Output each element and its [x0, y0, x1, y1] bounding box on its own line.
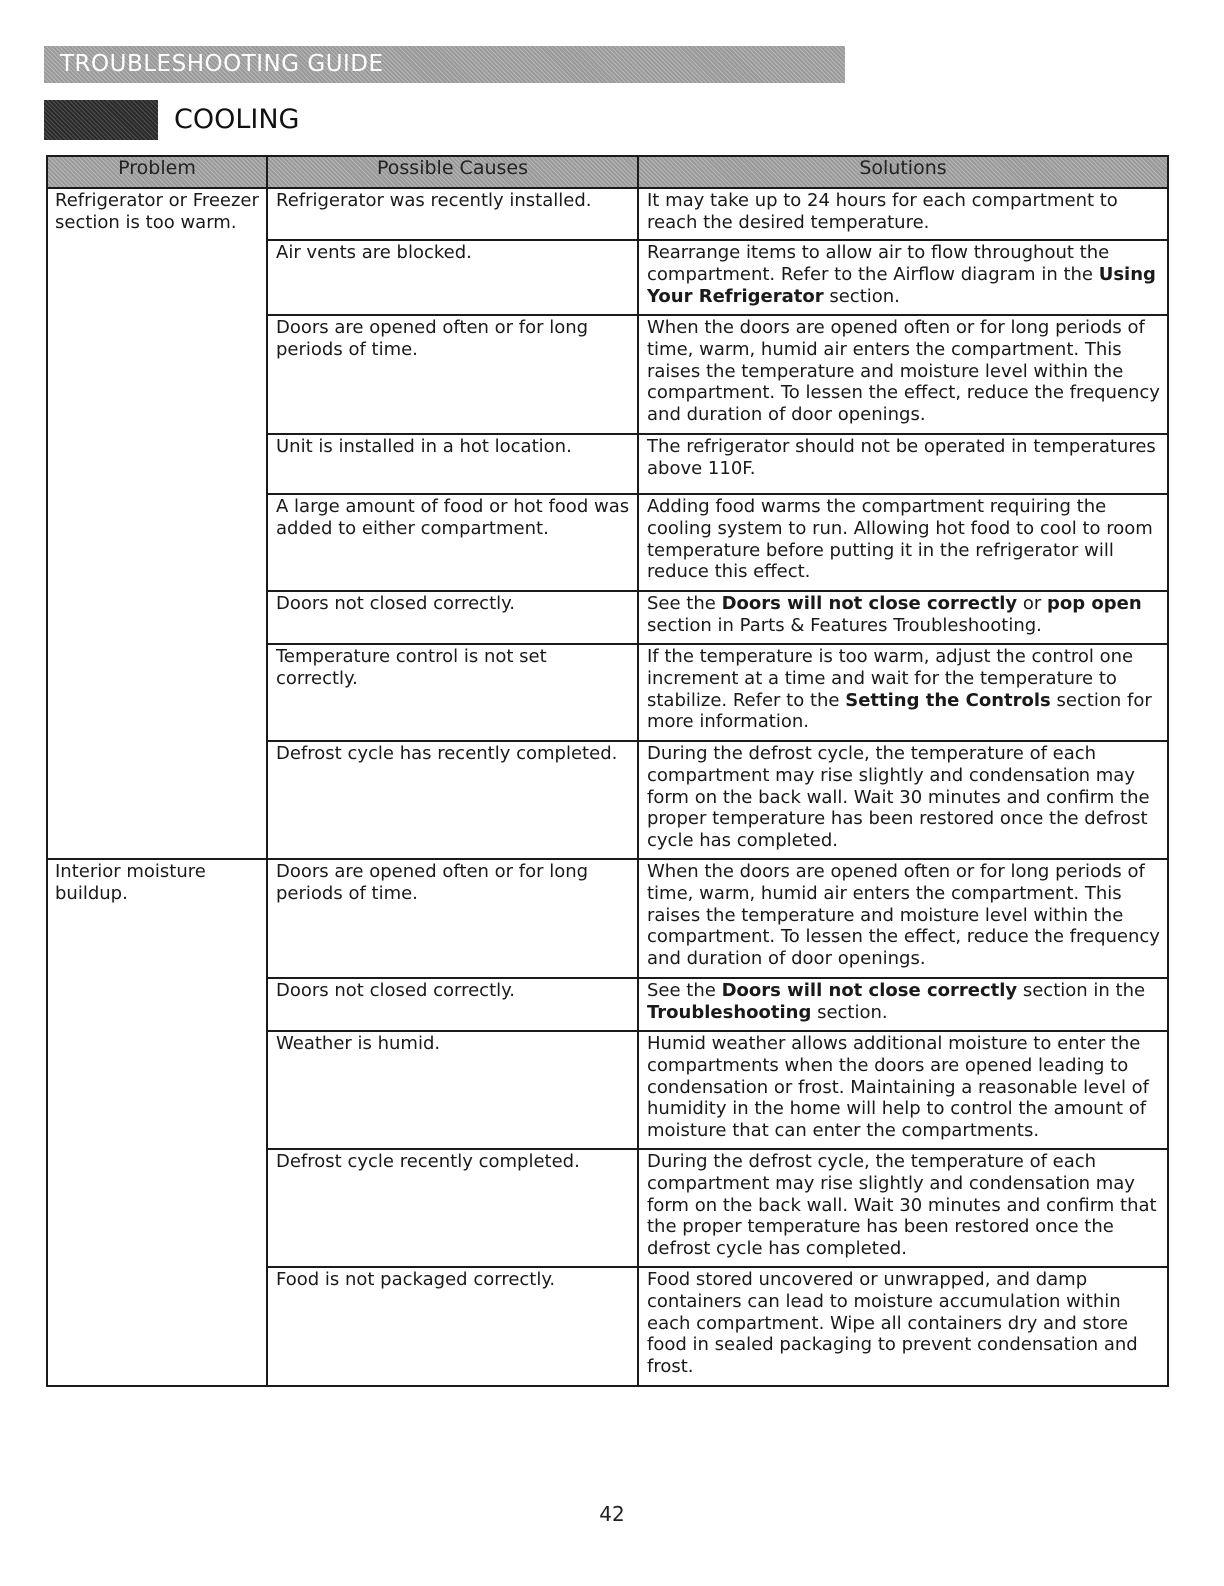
- reference-doors-will-not-close: Doors will not close correctly: [721, 980, 1018, 1001]
- solution-cell: It may take up to 24 hours for each compartment to reach the desired temperature.: [638, 188, 1168, 240]
- section-title: COOLING: [174, 104, 300, 135]
- cause-cell: Refrigerator was recently installed.: [267, 188, 638, 240]
- reference-pop-open: pop open: [1046, 593, 1142, 614]
- solution-cell: The refrigerator should not be operated in temperatures above 110F.: [638, 434, 1168, 494]
- solution-cell: Adding food warms the compartment requiring the cooling system to run. Allowing hot food to cool to room temperature before putting it in the refrigerator will reduce this effect.: [638, 494, 1168, 591]
- reference-troubleshooting: Troubleshooting: [647, 1001, 812, 1023]
- page-number: 42: [599, 1502, 625, 1526]
- solution-cell: When the doors are opened often or for long periods of time, warm, humid air enters the compartment. This raises the temperature and moisture level within the compartment. To lessen the effect, reduce the frequency and duration of door openings.: [638, 859, 1168, 978]
- solution-cell: If the temperature is too warm, adjust the control one increment at a time and wait for the temperature to stabilize. Refer to the Setting the Controls section for more information.: [638, 644, 1168, 741]
- banner-title: TROUBLESHOOTING GUIDE: [60, 51, 384, 77]
- header-problem: Problem: [47, 156, 267, 188]
- cause-cell: Temperature control is not set correctly.: [267, 644, 638, 741]
- reference-setting-the-controls: Setting the Controls: [845, 689, 1051, 711]
- header-solutions: Solutions: [638, 156, 1168, 188]
- solution-cell: During the defrost cycle, the temperature of each compartment may rise slightly and condensation may form on the back wall. Wait 30 minutes and confirm that the proper temperature has been restored once the defrost cycle has completed.: [638, 1149, 1168, 1267]
- header-possible-causes: Possible Causes: [267, 156, 638, 188]
- problem-cell: Refrigerator or Freezer section is too warm.: [47, 188, 267, 859]
- solution-cell: See the Doors will not close correctly section in the Troubleshooting section.: [638, 978, 1168, 1031]
- cause-cell: Doors are opened often or for long periods of time.: [267, 315, 638, 434]
- solution-cell: Rearrange items to allow air to flow throughout the compartment. Refer to the Airflow diagram in the Using Your Refrigerator section.: [638, 240, 1168, 315]
- solution-cell: When the doors are opened often or for long periods of time, warm, humid air enters the compartment. This raises the temperature and moisture level within the compartment. To lessen the effect, reduce the frequency and duration of door openings.: [638, 315, 1168, 434]
- cause-cell: Defrost cycle has recently completed.: [267, 741, 638, 859]
- solution-cell: Food stored uncovered or unwrapped, and damp containers can lead to moisture accumulation within each compartment. Wipe all containers dry and store food in sealed packaging to prevent condensation and frost.: [638, 1267, 1168, 1386]
- solution-cell: Humid weather allows additional moisture to enter the compartments when the doors are opened leading to condensation or frost. Maintaining a reasonable level of humidity in the home will help to control the amount of moisture that can enter the compartments.: [638, 1031, 1168, 1149]
- table-row: [47, 188, 1168, 240]
- cause-cell: A large amount of food or hot food was added to either compartment.: [267, 494, 638, 591]
- solution-cell: During the defrost cycle, the temperature of each compartment may rise slightly and condensation may form on the back wall. Wait 30 minutes and confirm the proper temperature has been restored once the defrost cycle has completed.: [638, 741, 1168, 859]
- cause-cell: Doors not closed correctly.: [267, 591, 638, 644]
- section-marker-block: [44, 100, 158, 140]
- cause-cell: Weather is humid.: [267, 1031, 638, 1149]
- table-header-row: [47, 156, 1168, 188]
- cause-cell: Air vents are blocked.: [267, 240, 638, 315]
- troubleshooting-table: [46, 155, 1169, 1387]
- cause-cell: Doors not closed correctly.: [267, 978, 638, 1031]
- cause-cell: Food is not packaged correctly.: [267, 1267, 638, 1386]
- reference-doors-will-not-close: Doors will not close correctly: [721, 593, 1018, 614]
- table-row: [47, 859, 1168, 978]
- cause-cell: Doors are opened often or for long periods of time.: [267, 859, 638, 978]
- problem-cell: Interior moisture buildup.: [47, 859, 267, 1386]
- troubleshooting-guide-banner: [44, 46, 845, 83]
- reference-using-your-refrigerator: Using Your Refrigerator: [647, 263, 1156, 307]
- cause-cell: Unit is installed in a hot location.: [267, 434, 638, 494]
- solution-cell: See the Doors will not close correctly or pop open section in Parts & Features Troubleshooting.: [638, 591, 1168, 644]
- cause-cell: Defrost cycle recently completed.: [267, 1149, 638, 1267]
